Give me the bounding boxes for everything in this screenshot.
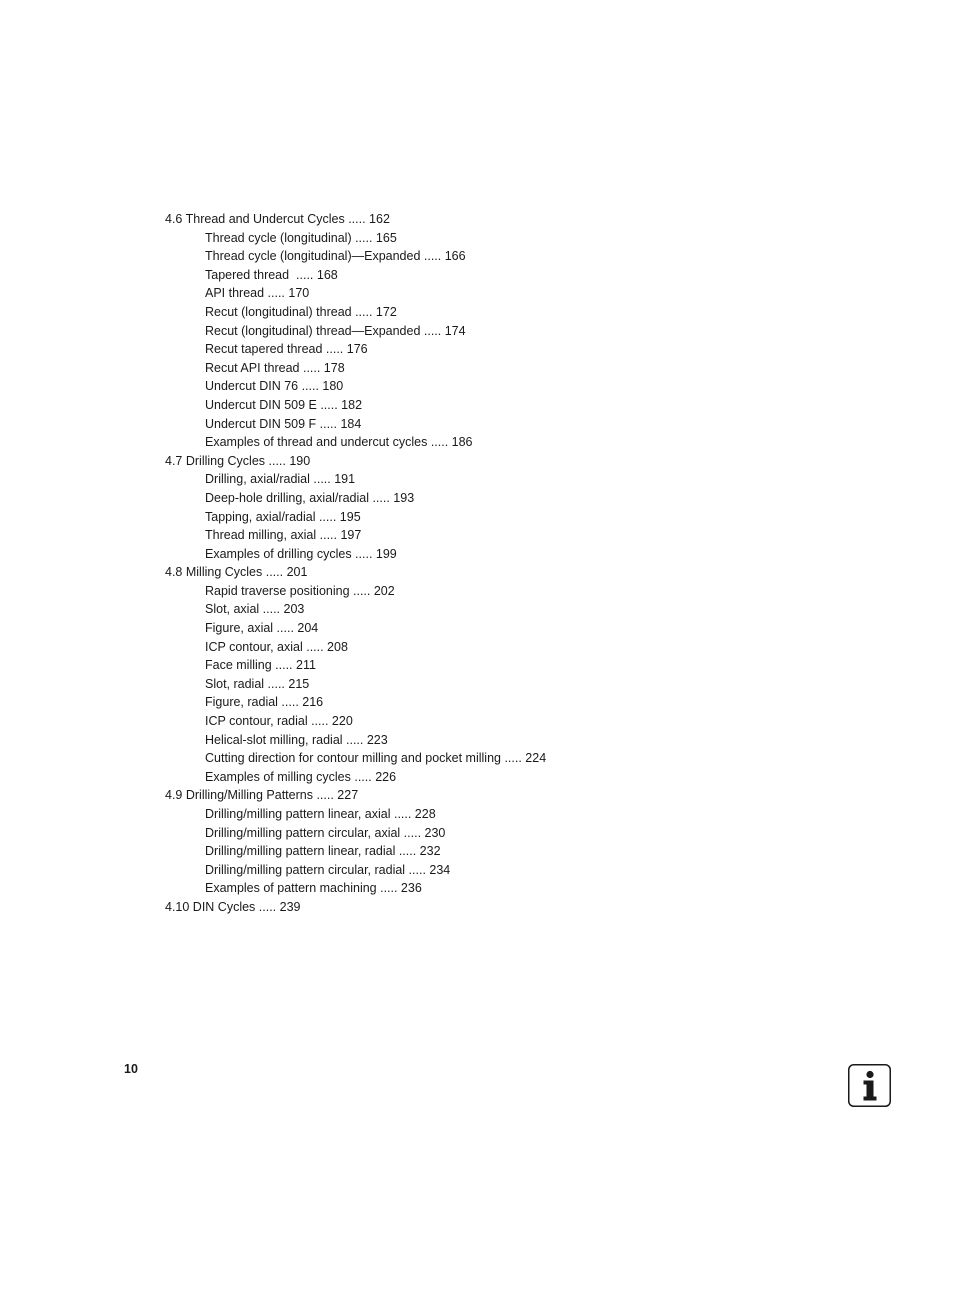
toc-subsection-entry: Tapping, axial/radial ..... 195 (205, 509, 361, 524)
toc-subsection-entry: Thread milling, axial ..... 197 (205, 528, 362, 543)
toc-subsection-entry: Recut (longitudinal) thread ..... 172 (205, 304, 397, 319)
toc-subsection-entry: Drilling/milling pattern linear, axial ..... 228 (205, 807, 436, 821)
toc-subsection-entry: Figure, radial ..... 216 (205, 695, 324, 710)
toc-subsection-entry: Drilling, axial/radial ..... 191 (205, 472, 356, 487)
toc-subsection-entry: Recut tapered thread ..... 176 (205, 342, 368, 357)
toc-subsection-entry: API thread ..... 170 (205, 286, 310, 301)
toc-subsection-entry: Slot, axial ..... 203 (205, 602, 305, 617)
toc-section-entry: 4.7 Drilling Cycles ..... 190 (165, 453, 311, 468)
toc-section-entry: 4.6 Thread and Undercut Cycles ..... 162 (165, 212, 390, 226)
toc-section-entry: 4.10 DIN Cycles ..... 239 (165, 899, 301, 914)
toc-subsection-entry: Drilling/milling pattern circular, radial ..... 234 (205, 862, 451, 877)
page-number: 10 (124, 1062, 138, 1076)
toc-subsection-entry: Examples of drilling cycles ..... 199 (205, 546, 397, 561)
toc-subsection-entry: Thread cycle (longitudinal)—Expanded ..... 166 (205, 249, 466, 264)
toc-subsection-entry: Face milling ..... 211 (205, 658, 316, 673)
table-of-contents (165, 210, 805, 917)
toc-subsection-entry: Drilling/milling pattern linear, radial ..... 232 (205, 844, 441, 859)
toc-subsection-entry: ICP contour, axial ..... 208 (205, 639, 348, 654)
toc-subsection-entry: Cutting direction for contour milling and pocket milling ..... 224 (205, 751, 547, 766)
toc-subsection-entry: Undercut DIN 509 F ..... 184 (205, 416, 362, 431)
toc-subsection-entry: Slot, radial ..... 215 (205, 676, 310, 691)
toc-subsection-entry: Examples of thread and undercut cycles ..... 186 (205, 435, 473, 450)
toc-subsection-entry: Thread cycle (longitudinal) ..... 165 (205, 230, 397, 245)
toc-subsection-entry: Drilling/milling pattern circular, axial ..... 230 (205, 825, 446, 840)
toc-subsection-entry: Undercut DIN 76 ..... 180 (205, 379, 344, 394)
toc-subsection-entry: Deep-hole drilling, axial/radial ..... 193 (205, 490, 415, 505)
toc-section-entry: 4.9 Drilling/Milling Patterns ..... 227 (165, 788, 359, 803)
toc-subsection-entry: ICP contour, radial ..... 220 (205, 714, 353, 729)
toc-section-entry: 4.8 Milling Cycles ..... 201 (165, 565, 308, 580)
toc-subsection-entry: Recut (longitudinal) thread—Expanded ..... 174 (205, 323, 466, 338)
toc-subsection-entry: Figure, axial ..... 204 (205, 621, 319, 636)
toc-subsection-entry: Rapid traverse positioning ..... 202 (205, 583, 395, 598)
toc-subsection-entry: Helical-slot milling, radial ..... 223 (205, 732, 388, 747)
toc-subsection-entry: Recut API thread ..... 178 (205, 360, 345, 375)
toc-subsection-entry: Undercut DIN 509 E ..... 182 (205, 397, 363, 412)
toc-subsection-entry: Examples of pattern machining ..... 236 (205, 881, 422, 896)
toc-subsection-entry: Examples of milling cycles ..... 226 (205, 769, 397, 784)
info-icon (848, 1064, 891, 1107)
toc-subsection-entry: Tapered thread ..... 168 (205, 267, 338, 282)
